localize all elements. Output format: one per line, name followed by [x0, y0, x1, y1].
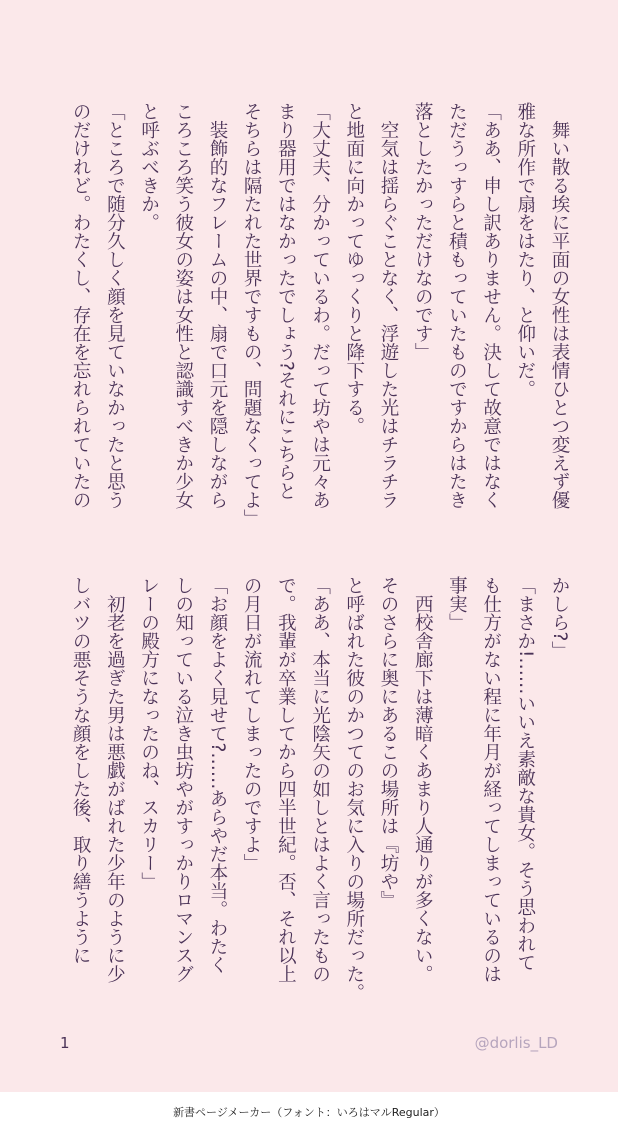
text-block-top: [63, 102, 576, 542]
text-column: かしら?」: [549, 576, 570, 660]
text-column: 「ああ、申し訳ありません。決して故意ではなく: [480, 102, 502, 509]
text-column: と呼ぶべきか。: [138, 102, 160, 232]
text-column: レーの殿方になったのね、スカリー」: [138, 576, 160, 891]
text-column: ころころ笑う彼女の姿は女性と認識すべきか少女: [172, 102, 194, 509]
text-column: と呼ばれた彼のかつてのお気に入りの場所だった。: [343, 576, 365, 1002]
author-handle: @dorlis_LD: [474, 1034, 558, 1052]
text-column: 「大丈夫、分かっているわ。だって坊やは元々あ: [309, 102, 331, 509]
page-number: 1: [60, 1034, 70, 1052]
text-column: しバツの悪そうな顔をした後、取り繕うように: [70, 576, 92, 965]
text-column: そちらは隔たれた世界ですもの、問題なくってよ」: [241, 102, 263, 528]
text-column: と地面に向かってゆっくりと降下する。: [343, 102, 365, 435]
text-column: 空気は揺らぐことなく、浮遊した光はチラチラ: [377, 102, 399, 509]
text-column: 「お顔をよく見せて?……あらやだ本当。わたく: [206, 576, 228, 975]
text-column: そのさらに奥にあるこの場所は『坊や』: [377, 576, 399, 909]
text-column: のだけれど。わたくし、存在を忘れられていたの: [70, 102, 92, 509]
text-column: の月日が流れてしまったのですよ」: [241, 576, 263, 872]
text-column: 「ところで随分久しく顔を見ていなかったと思う: [104, 102, 126, 509]
text-block-bottom: [63, 576, 576, 1016]
text-column: しの知っている泣き虫坊やがすっかりロマンスグ: [172, 576, 194, 983]
text-column: ただうっすらと積もっていたものですからはたき: [446, 102, 468, 509]
text-column: 初老を過ぎた男は悪戯がばれた少年のように少: [104, 576, 126, 983]
footer-credit: 新書ページメーカー（フォント：いろはマルRegular）: [173, 1106, 445, 1119]
text-column: 事実」: [446, 576, 468, 632]
text-column: まり器用ではなかったでしょう?それにこちらと: [275, 102, 297, 501]
text-column: 「まさか!……いいえ素敵な貴女。そう思われて: [514, 576, 536, 972]
text-column: 舞い散る埃に平面の女性は表情ひとつ変えず優: [549, 102, 570, 509]
text-column: 西校舎廊下は薄暗くあまり人通りが多くない。: [412, 576, 434, 983]
text-column: 落としたかっただけなのです」: [412, 102, 434, 361]
text-column: 雅な所作で扇をはたり、と仰いだ。: [514, 102, 536, 398]
text-column: 「ああ、本当に光陰矢の如しとはよく言ったもの: [309, 576, 331, 983]
text-column: で。我輩が卒業してから四半世紀。否、それ以上: [275, 576, 297, 983]
text-column: も仕方がない程に年月が経ってしまっているのは: [480, 576, 502, 983]
text-column: 装飾的なフレームの中、扇で口元を隠しながら: [206, 102, 228, 509]
